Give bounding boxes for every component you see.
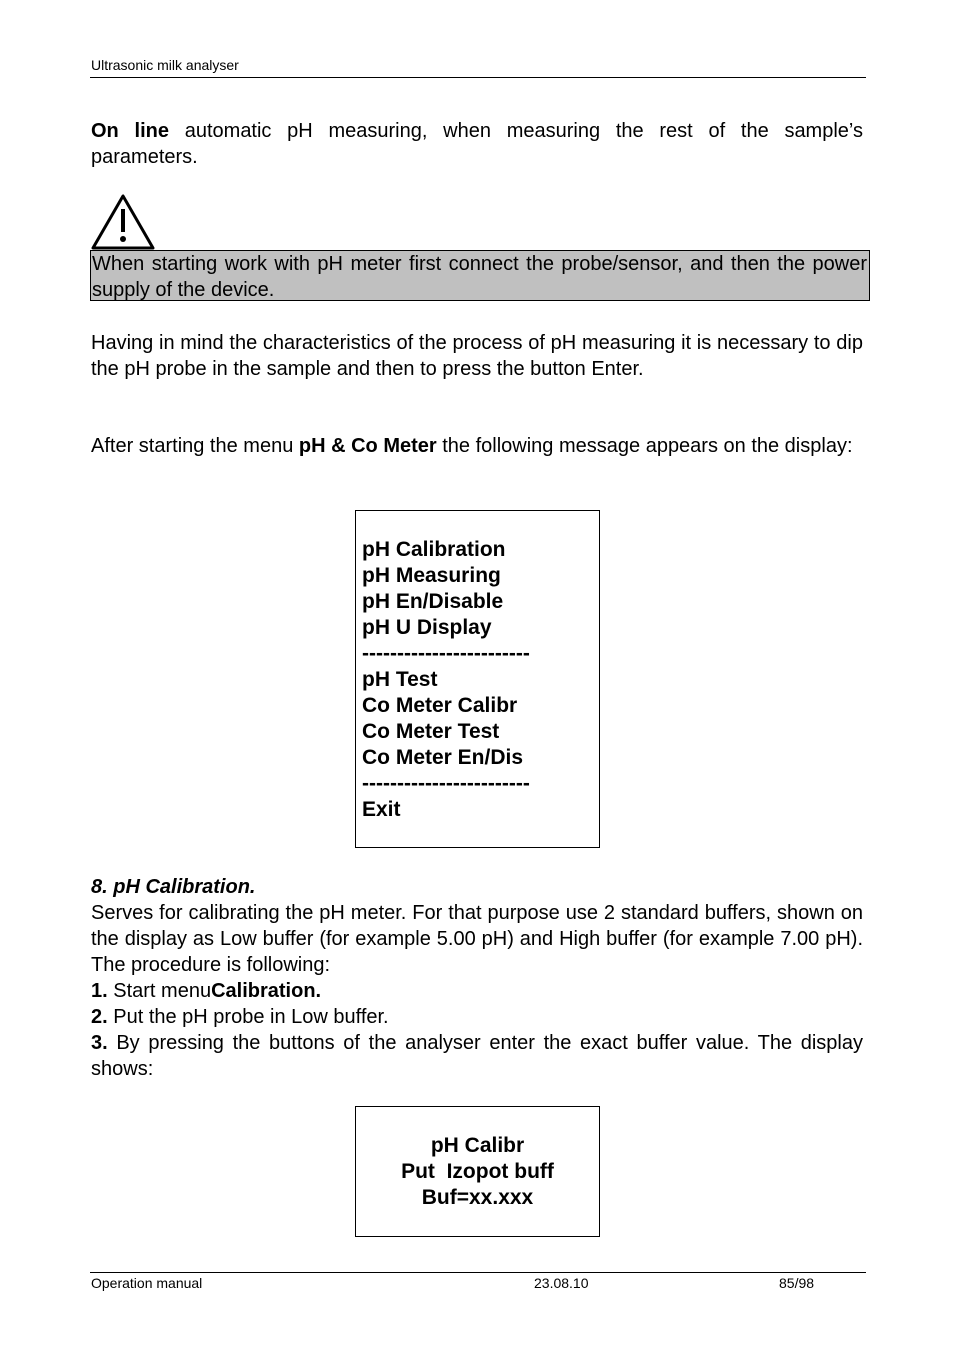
intro-text: automatic pH measuring, when measuring the rest of the sample’s parameters. [91,120,863,168]
step-item [91,1030,863,1082]
calibration-display-line: Put Izopot buff [401,1160,554,1183]
calibration-display-lines [356,1133,599,1211]
page-header-title: Ultrasonic milk analyser [91,57,239,73]
step-bold-term: Calibration. [211,980,322,1002]
menu-display-item: pH Calibration [362,538,506,561]
step-text: Start menu [107,980,212,1002]
menu-display-item: Co Meter Calibr [362,694,518,717]
menu-display-item: Exit [362,798,401,821]
menu-display-separator: ------------------------ [362,772,530,795]
step-number: 2. [91,1006,108,1028]
footer-document-name: Operation manual [91,1275,203,1291]
menu-display-item: pH Measuring [362,564,501,587]
header-divider [90,77,866,78]
menu-display-item: Co Meter Test [362,720,500,743]
footer-page-number: 85/98 [779,1275,815,1291]
menu-display-separator: ------------------------ [362,642,530,665]
menu-intro-after: the following message appears on the display: [436,435,853,457]
step-item [91,978,863,1004]
section-heading: 8. pH Calibration. [91,876,256,898]
menu-display-item: pH U Display [362,616,492,639]
menu-display-item: pH En/Disable [362,590,504,613]
warning-triangle-icon [90,193,156,251]
menu-display-box [355,510,600,848]
intro-bold-term: On line [91,120,169,142]
menu-display-item: pH Test [362,668,438,691]
dip-paragraph: Having in mind the characteristics of the process of pH measuring it is necessary to dip the pH probe in the sample and then to press the button Enter. [91,332,863,380]
step-text: Put the pH probe in Low buffer. [107,1006,389,1028]
menu-intro-paragraph [91,433,863,459]
calibration-display-box [355,1106,600,1237]
warning-note: When starting work with pH meter first connect the probe/sensor, and then the power supply of the device. [90,250,870,301]
section-block [91,874,863,1082]
menu-display-item: Co Meter En/Dis [362,746,524,769]
menu-intro-before: After starting the menu [91,435,299,457]
step-number: 3. [91,1032,108,1054]
step-text: By pressing the buttons of the analyser enter the exact buffer value. The display shows: [91,1032,863,1080]
menu-name: pH & Co Meter [298,435,437,457]
step-item [91,1004,863,1030]
section-description: Serves for calibrating the pH meter. For that purpose use 2 standard buffers, shown on the display as Low buffer (for example 5.00 pH) and High buffer (for example 7.00 pH). The procedure is following: [91,902,863,976]
footer-date: 23.08.10 [534,1275,589,1291]
footer-divider [90,1272,866,1273]
calibration-display-line: Buf=xx.xxx [421,1186,534,1209]
intro-paragraph [91,118,863,170]
step-number: 1. [91,980,108,1002]
calibration-display-line: pH Calibr [430,1134,525,1157]
menu-display-list [362,537,530,823]
